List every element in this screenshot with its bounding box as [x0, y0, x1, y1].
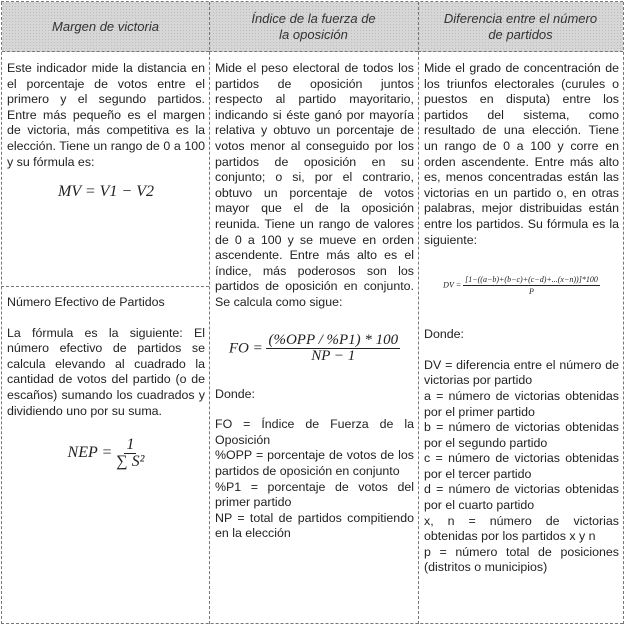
formula-fo: FO = $\frac{\text{(\%OPP / \%P1) * 100}}{NP - 1}$ [228, 331, 399, 365]
header-label: Margen de victoria [52, 18, 159, 34]
header-fuerza [209, 2, 418, 52]
cell-diferencia-partidos [419, 56, 623, 576]
description: Este indicador mide la distancia en el porcentaje de votos entre el primero y el segundo partidos. Entre más pequeño es el margen de victoria, más competitiva es la elección. Tiene un rango de 0 a 100 y su fórmula es: [7, 61, 205, 169]
definition: %P1 = porcentaje de votos del primer partido [215, 479, 414, 510]
cell-fuerza-oposicion [210, 56, 418, 542]
definition: c = número de victorias obtenidas por el tercer partido [424, 451, 619, 481]
donde-label: Donde: [215, 386, 255, 401]
cell-nep [2, 290, 209, 479]
description: La fórmula es la siguiente: El número efectivo de partidos se calcula elevando al cuadrado la cantidad de votos del partido (o de escaños) sumando los cuadrados y dividiendo uno por su suma. [7, 325, 205, 418]
definition: x, n = número de victorias obtenidas por los partidos x y n [424, 513, 619, 544]
cell-title: Número Efectivo de Partidos [7, 295, 165, 309]
formula-nep: NEP = $\frac{1}{\text{∑ S²}}$ [67, 436, 145, 470]
header-label: Diferencia entre el número de partidos [443, 10, 598, 42]
border [623, 2, 624, 624]
definition: DV = diferencia entre el número de victorias por partido [424, 357, 619, 388]
header-diferencia [418, 2, 623, 52]
formula-dv: DV = $\frac{[1-((a-b)+(b-c)+(c-d)+...(x-n))]*100}{P}$ [443, 275, 598, 297]
header-label: Índice de la fuerza de la oposición [251, 10, 376, 42]
definition: NP = total de partidos compitiendo en la elección [215, 510, 414, 541]
definition: %OPP = porcentaje de votos de los partidos de oposición en conjunto [215, 448, 414, 479]
definition: a = número de victorias obtenidas por el primer partido [424, 388, 619, 419]
donde-label: Donde: [424, 327, 464, 342]
definition: FO = Índice de Fuerza de la Oposición [215, 417, 414, 447]
border [1, 1, 623, 2]
header-margen [2, 2, 209, 52]
description: Mide el peso electoral de todos los partidos de oposición juntos respecto al partido mayoritario, indicando si éste ganó por mayoría relativa y obtuvo un porcentaje de votos menor al conseguido por los partidos de oposición en su conjunto; o si, por el contrario, obtuvo un porcentaje de votos mayor que el de la oposición reunida. Tiene un rango de valores de 0 a 100 y se mueve en orden ascendente. Entre más alto es el índice, más poderosos son los partidos de oposición en conjunto. Se calcula como sigue: [215, 61, 414, 309]
description: Mide el grado de concentración de los triunfos electorales (curules o puestos en disputa) entre los partidos del sistema, como resultado de una elección. Tiene un rango de 0 a 100 y corre en orden ascendente. Entre más alto es, menos concentradas están las victorias en un partido o, en otras palabras, mejor distribuidas están entre los partidos. Su fórmula es la siguiente: [424, 61, 619, 247]
formula-mv: MV = V1 − V2 [58, 183, 154, 201]
definition: b = número de victorias obtenidas por el segundo partido [424, 420, 619, 450]
definition: p = número total de posiciones (distritos o municipios) [424, 544, 619, 575]
definition: d = número de victorias obtenidas por el cuarto partido [424, 482, 619, 513]
cell-margen-victoria [2, 56, 209, 210]
border [1, 286, 209, 287]
border [1, 623, 623, 624]
